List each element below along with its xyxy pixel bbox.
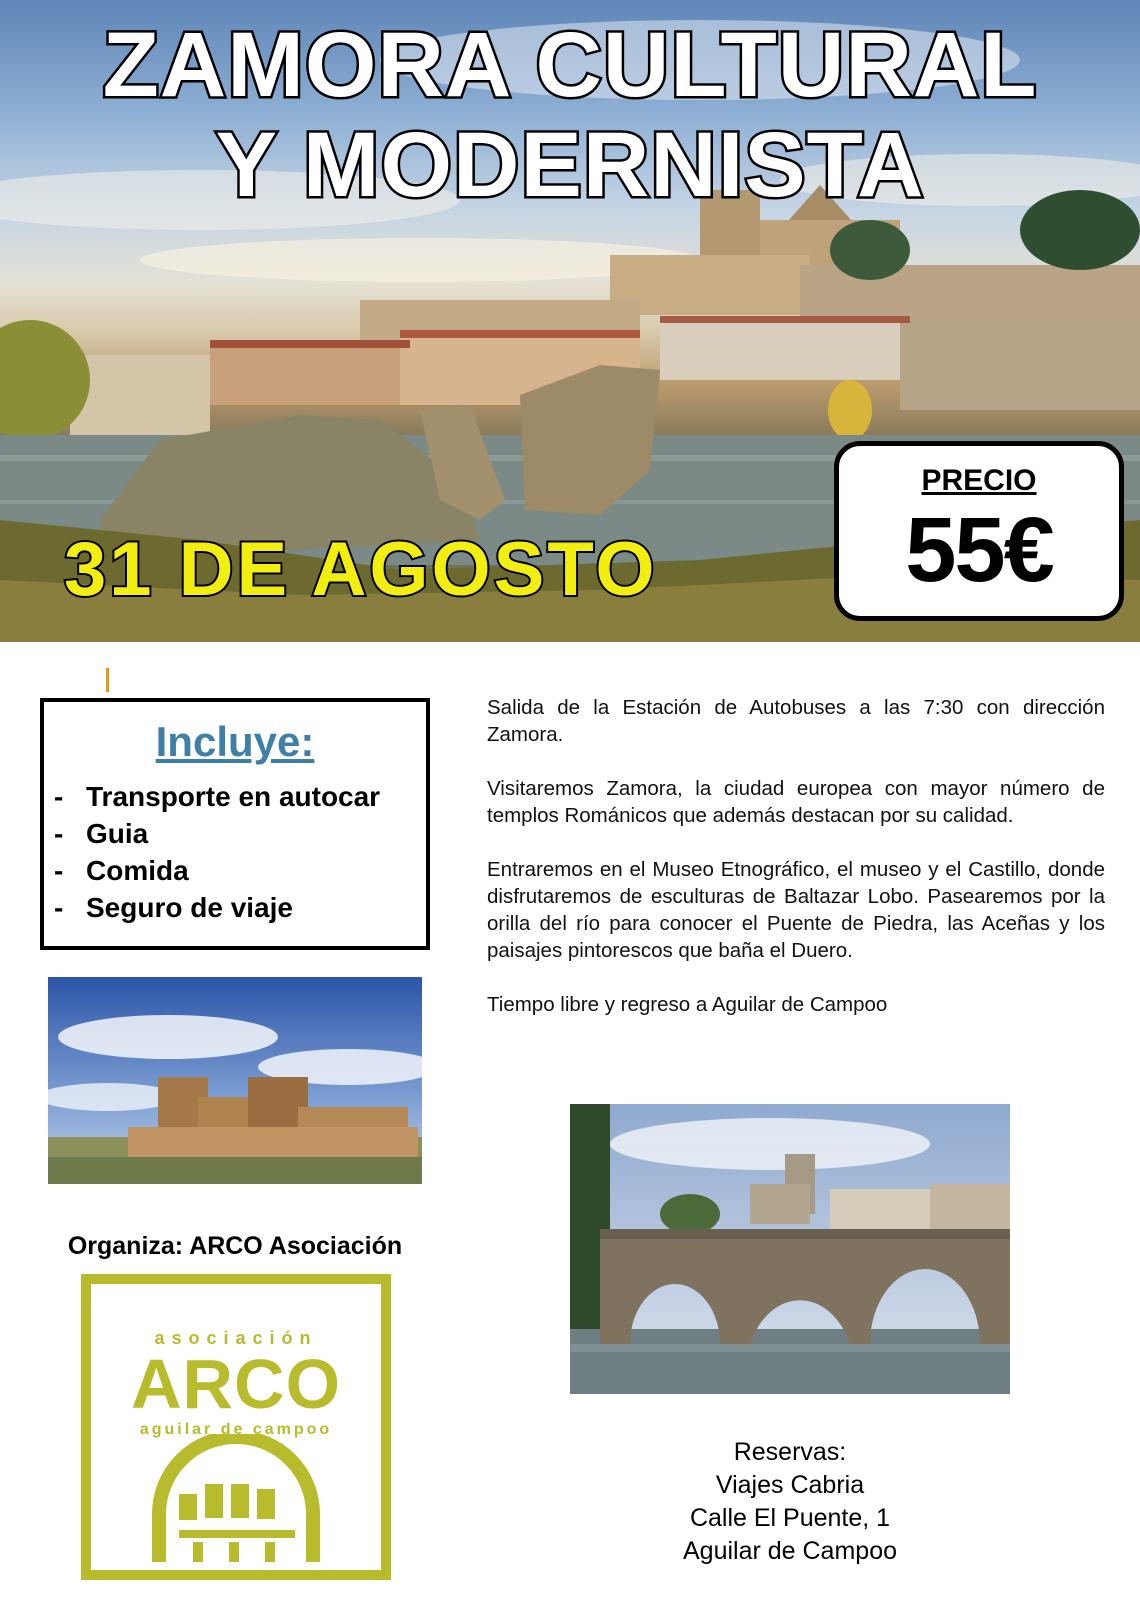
arch-building-icon: [149, 1434, 323, 1564]
includes-title: Incluye:: [155, 718, 315, 765]
bridge-photo: [570, 1104, 1010, 1394]
logo-subtitle-text: aguilar de campoo: [139, 1421, 333, 1438]
title-line-2: Y MODERNISTA: [215, 114, 925, 216]
price-value: 55€: [905, 499, 1053, 601]
includes-box: [40, 698, 430, 950]
includes-item-label: Transporte en autocar: [86, 780, 381, 812]
includes-list: [44, 778, 426, 926]
trip-description: [487, 694, 1105, 1045]
list-item: [54, 889, 426, 926]
event-date: 31 DE AGOSTO: [64, 527, 658, 612]
logo-arco-text: ARCO: [130, 1345, 342, 1423]
title-line-1: ZAMORA CULTURAL: [102, 14, 1038, 116]
reservas-town: Aguilar de Campoo: [682, 1537, 897, 1565]
arco-logo: [81, 1274, 391, 1580]
hero-banner: [0, 0, 1140, 642]
price-box: [834, 441, 1124, 621]
dash-bullet-icon: -: [54, 891, 64, 923]
description-paragraph: Visitaremos Zamora, la ciudad europea con mayor número de templos Románicos que además destacan por su calidad.: [487, 777, 1105, 827]
price-label: PRECIO: [921, 464, 1037, 497]
reservations-info: [580, 1436, 1000, 1568]
includes-item-label: Seguro de viaje: [86, 891, 293, 923]
orange-marker: [106, 668, 109, 692]
dash-bullet-icon: -: [54, 854, 64, 886]
list-item: [54, 778, 426, 815]
list-item: [54, 852, 426, 889]
reservas-agency: Viajes Cabria: [715, 1471, 865, 1499]
reservas-title: Reservas:: [733, 1438, 847, 1466]
logo-asociacion-text: asociación: [154, 1328, 318, 1348]
reservas-street: Calle El Puente, 1: [689, 1504, 891, 1532]
description-paragraph: Salida de la Estación de Autobuses a las 7:30 con dirección Zamora.: [487, 696, 1105, 746]
dash-bullet-icon: -: [54, 817, 64, 849]
castle-photo: [48, 977, 422, 1184]
dash-bullet-icon: -: [54, 780, 64, 812]
list-item: [54, 815, 426, 852]
description-paragraph: Tiempo libre y regreso a Aguilar de Campoo: [487, 993, 888, 1016]
includes-item-label: Comida: [86, 854, 189, 886]
organizer-label: Organiza: ARCO Asociación: [67, 1232, 403, 1260]
includes-item-label: Guia: [86, 817, 149, 849]
description-paragraph: Entraremos en el Museo Etnográfico, el museo y el Castillo, donde disfrutaremos de esculturas de Baltazar Lobo. Pasearemos por la orilla del río para conocer el Puente de Piedra, las Aceñas y los paisajes pintorescos que baña el Duero.: [487, 858, 1105, 962]
